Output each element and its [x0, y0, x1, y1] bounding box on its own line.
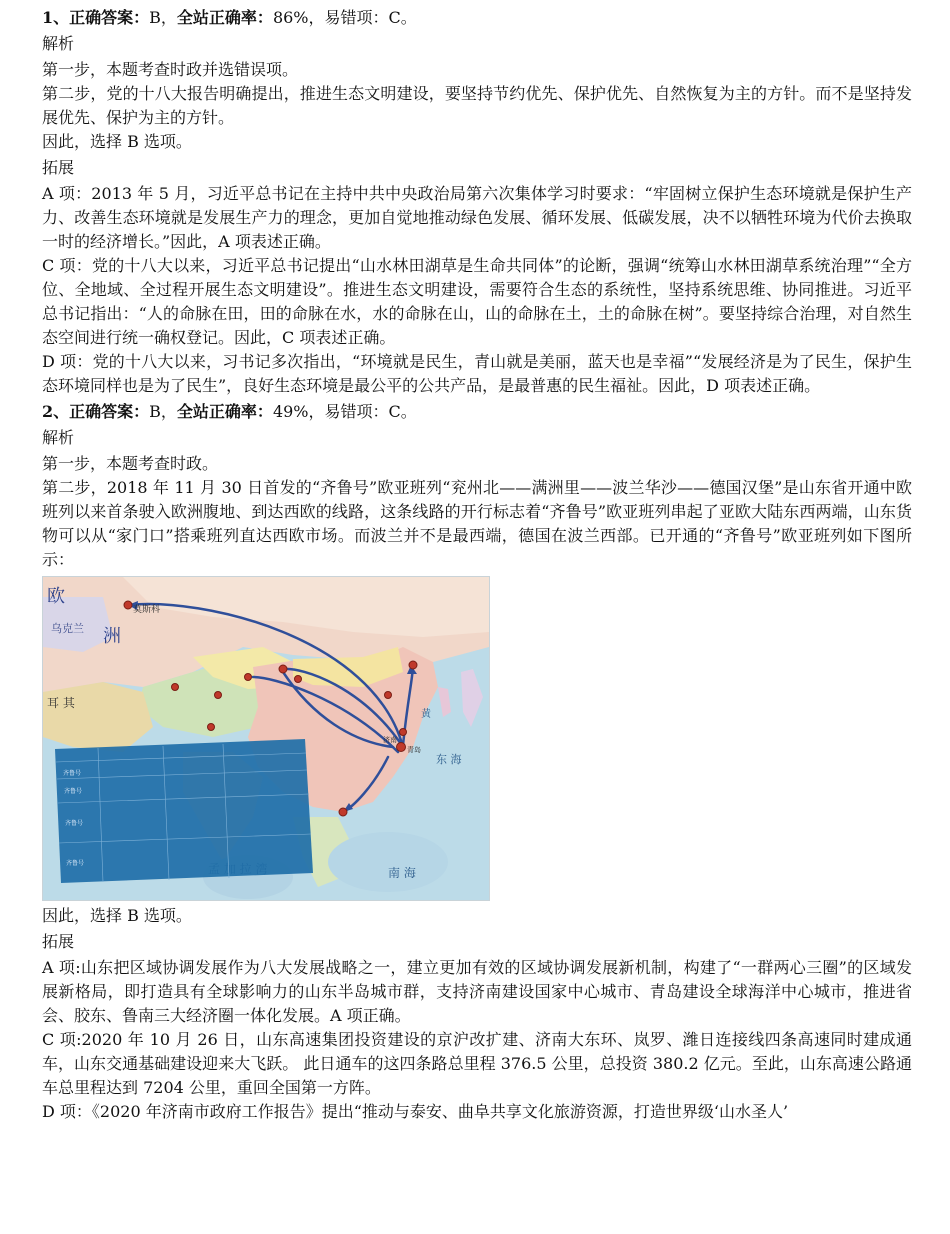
q2-rate-label: 全站正确率：	[176, 402, 273, 421]
q1-number: 1、	[42, 8, 70, 27]
q1-tuozhan-heading: 拓展	[42, 158, 75, 177]
q2-rate: 49%，易错项：C。	[272, 402, 417, 421]
q2-option-d: D 项：《2020 年济南市政府工作报告》提出“推动与泰安、曲阜共享文化旅游资源，打造世界级‘山水圣人’	[42, 1102, 789, 1121]
table-row-1: 齐鲁号	[63, 770, 82, 777]
map-label-south-sea: 南 海	[388, 866, 416, 880]
q1-jiexi-heading: 解析	[42, 34, 75, 53]
map-label-qingdao: 青岛	[407, 746, 421, 754]
map-label-moscow: 莫斯科	[133, 605, 161, 615]
q1-answer: B，	[149, 8, 177, 27]
map-label-east-sea: 东 海	[436, 753, 462, 766]
q1-header	[42, 6, 912, 30]
q2-jiexi-heading: 解析	[42, 428, 75, 447]
table-row-4: 齐鲁号	[66, 860, 85, 867]
route-info-table	[55, 739, 313, 883]
q1-step2: 第二步，党的十八大报告明确提出，推进生态文明建设，要坚持节约优先、保护优先、自然恢复为主的方针。而不是坚持发展优先、保护为主的方针。	[42, 84, 912, 127]
q2-choose: 因此，选择 B 选项。	[42, 906, 192, 925]
q1-option-c: C 项：党的十八大以来，习近平总书记提出“山水林田湖草是生命共同体”的论断，强调“统筹山水林田湖草系统治理”“全方位、全地域、全过程开展生态文明建设”。推进生态文明建设，需要符合生态的系统性，坚持系统思维、协同推进。习近平总书记指出：“人的命脉在田，田的命脉在水，水的命脉在山，山的命脉在土，土的命脉在树”。要坚持综合治理，对自然生态空间进行统一确权登记。因此，C 项表述正确。	[42, 256, 912, 347]
q2-header	[42, 400, 912, 424]
q2-answer: B，	[149, 402, 177, 421]
map-label-yellow-sea: 黄	[421, 709, 431, 720]
route-map-graphic	[43, 577, 489, 900]
q2-step1: 第一步，本题考查时政。	[42, 454, 219, 473]
q1-answer-label: 正确答案：	[69, 8, 150, 27]
q2-option-a: A 项:山东把区域协调发展作为八大发展战略之一，建立更加有效的区域协调发展新机制，构建了“一群两心三圈”的区域发展新格局，即打造具有全球影响力的山东半岛城市群，支持济南建设国家中心城市、青岛建设全球海洋中心城市，推进省会、胶东、鲁南三大经济圈一体化发展。A 项正确。	[42, 958, 912, 1025]
q1-rate-label: 全站正确率：	[176, 8, 273, 27]
q1-choose: 因此，选择 B 选项。	[42, 132, 192, 151]
table-row-2: 齐鲁号	[64, 788, 83, 795]
q1-step1: 第一步，本题考查时政并选错误项。	[42, 60, 299, 79]
q1-rate: 86%，易错项：C。	[272, 8, 417, 27]
map-label-ukraine: 乌克兰	[51, 622, 84, 635]
document-page	[42, 6, 912, 1124]
q2-tuozhan-heading: 拓展	[42, 932, 75, 951]
q2-option-c: C 项:2020 年 10 月 26 日，山东高速集团投资建设的京沪改扩建、济南大东环、岚罗、潍日连接线四条高速同时建成通车，山东交通基础建设迎来大飞跃。 此日通车的这四条路总里程 376.5 公里，总投资 380.2 亿元。至此，山东高速公路通车总里程达到 7204 公里，重回全国第一方阵。	[42, 1030, 912, 1097]
map-label-europe-2: 洲	[103, 626, 121, 647]
map-label-jinan: 济南	[383, 736, 397, 744]
q1-option-d: D 项：党的十八大以来，习书记多次指出，“环境就是民生，青山就是美丽，蓝天也是幸福”“发展经济是为了民生，保护生态环境同样也是为了民生”，良好生态环境是最公平的公共产品，是最普惠的民生福祉。因此，D 项表述正确。	[42, 352, 912, 395]
map-label-europe-1: 欧	[47, 586, 65, 607]
q2-answer-label: 正确答案：	[69, 402, 150, 421]
q2-step2: 第二步，2018 年 11 月 30 日首发的“齐鲁号”欧亚班列“兖州北——满洲里——波兰华沙——德国汉堡”是山东省开通中欧班列以来首条驶入欧洲腹地、到达西欧的线路，这条线路的开行标志着“齐鲁号”欧亚班列串起了亚欧大陆东西两端，山东货物可以从“家门口”搭乘班列直达西欧市场。而波兰并不是最西端，德国在波兰西部。已开通的“齐鲁号”欧亚班列如下图所示：	[42, 478, 912, 569]
qilu-train-route-map	[42, 576, 490, 901]
q2-number: 2、	[42, 402, 70, 421]
map-label-turkey: 耳 其	[47, 696, 75, 710]
q1-option-a: A 项：2013 年 5 月，习近平总书记在主持中共中央政治局第六次集体学习时要求：“牢固树立保护生态环境就是保护生产力、改善生态环境就是发展生产力的理念，更加自觉地推动绿色发展、循环发展、低碳发展，决不以牺牲环境为代价去换取一时的经济增长。”因此，A 项表述正确。	[42, 184, 912, 251]
table-row-3: 齐鲁号	[65, 820, 84, 827]
